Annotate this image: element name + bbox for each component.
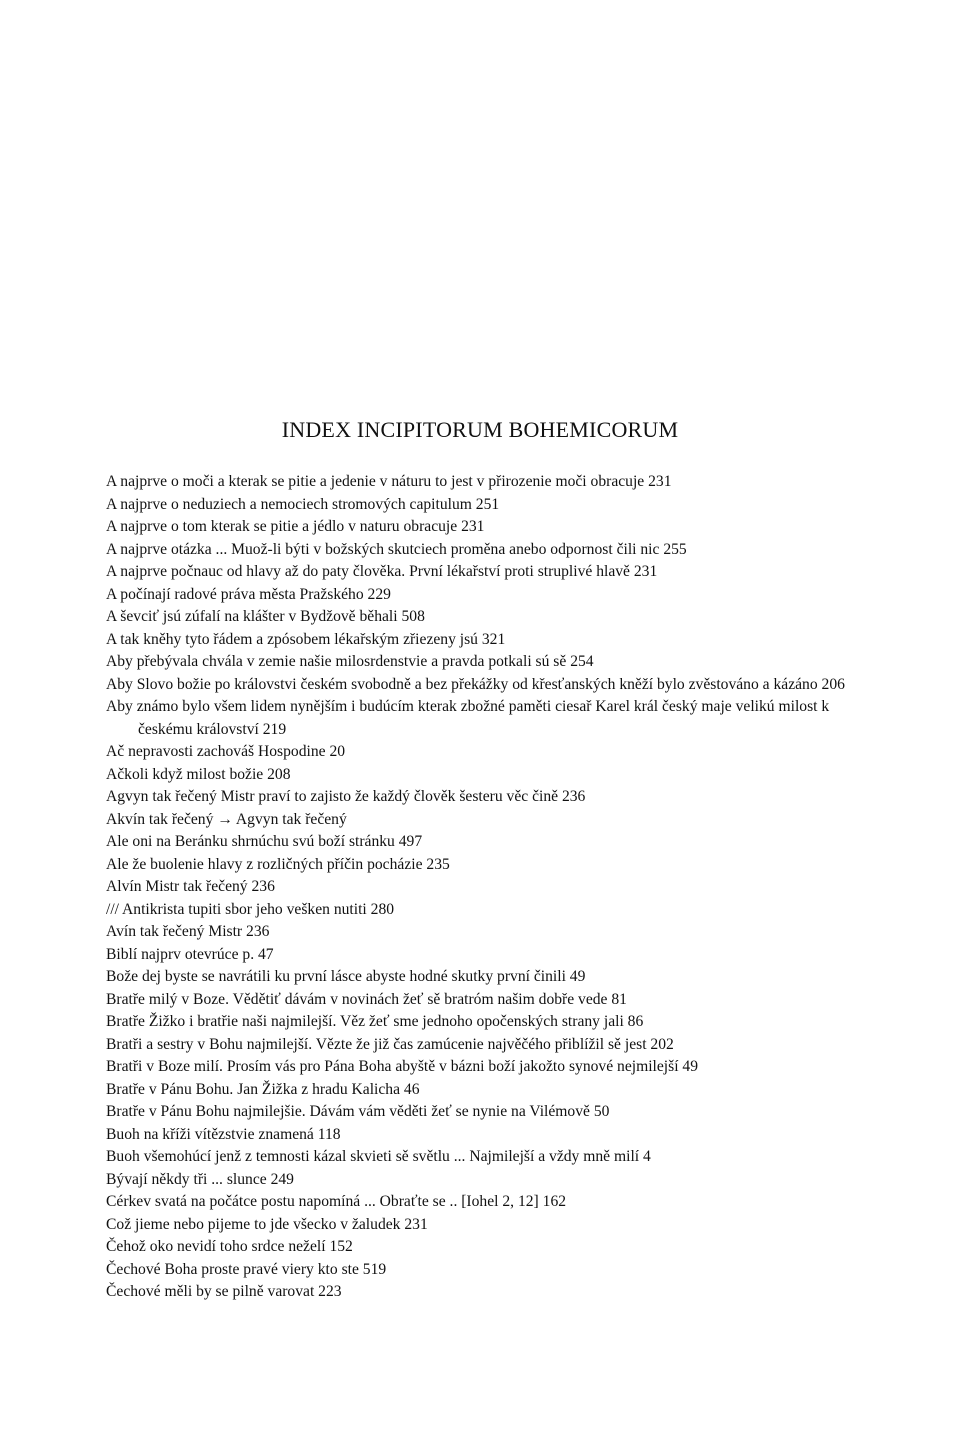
list-item: /// Antikrista tupiti sbor jeho vešken nutiti 280	[106, 900, 395, 918]
list-item: Bratře Žižko i bratřie naši najmilejší. Věz žeť sme jednoho opočenských strany jali 86	[106, 1013, 644, 1030]
list-item: Čechové měli by se pilně varovat 223	[106, 1283, 342, 1300]
list-item: Cérkev svatá na počátce postu napomíná ... Obraťte se .. [Iohel 2, 12] 162	[106, 1193, 567, 1210]
list-item: A počínají radové práva města Pražského 229	[106, 585, 391, 603]
list-item: Bože dej byste se navrátili ku první lásce abyste hodné skutky první činili 49	[106, 968, 586, 985]
list-item: Bývají někdy tři ... slunce 249	[106, 1170, 294, 1188]
list-item: Biblí najprv otevrúce p. 47	[106, 945, 274, 963]
list-item: Ale oni na Beránku shrnúchu svú boží stránku 497	[106, 833, 423, 850]
list-item: Aby přebývala chvála v zemie našie milosrdenstvie a pravda potkali sú sě 254	[106, 653, 594, 670]
list-item: Ač nepravosti zachováš Hospodine 20	[106, 743, 346, 760]
list-item: Alvín Mistr tak řečený 236	[106, 878, 275, 895]
list-item: A najprve o neduziech a nemociech stromových capitulum 251	[106, 495, 500, 513]
list-item: Avín tak řečený Mistr 236	[106, 923, 270, 940]
list-item: Agvyn tak řečený Mistr praví to zajisto že každý člověk šesteru věc čině 236	[106, 788, 586, 805]
page-title: INDEX INCIPITORUM BOHEMICORUM	[281, 417, 679, 442]
incipit-list	[106, 471, 866, 1304]
list-item: Aby známo bylo všem lidem nynějším i budúcím kterak zbožné paměti ciesař Karel král český maje velikú milost k českému království 219	[106, 698, 830, 738]
list-item: Čehož oko nevidí toho srdce neželí 152	[106, 1238, 353, 1255]
list-item: Aby Slovo božie po královstvi českém svobodně a bez překážky od křesťanských kněží bylo zvěstováno a kázáno 206	[106, 675, 845, 693]
list-item: Čechové Boha proste pravé viery kto ste 519	[106, 1260, 387, 1278]
list-item: Bratři v Boze milí. Prosím vás pro Pána Boha abyště v bázni boží jakožto synové nejmilejší 49	[106, 1058, 699, 1075]
list-item: Což jieme nebo pijeme to jde všecko v žaludek 231	[106, 1215, 428, 1233]
list-item: Bratři a sestry v Bohu najmilejší. Vězte že již čas zamúcenie najvěčého přiblížil sě jest 202	[106, 1035, 674, 1053]
list-item: Ale že buolenie hlavy z rozličných příčin pocházie 235	[106, 855, 450, 873]
list-item: A najprve počnauc od hlavy až do paty člověka. První lékařství proti struplivé hlavě 231	[106, 563, 658, 580]
list-item: Buoh na kříži vítězstvie znamená 118	[106, 1125, 341, 1143]
list-item: Bratře v Pánu Bohu. Jan Žižka z hradu Kalicha 46	[106, 1080, 420, 1098]
list-item: Ačkoli když milost božie 208	[106, 765, 291, 783]
list-item: A tak kněhy tyto řádem a zpósobem lékařským zřiezeny jsú 321	[106, 630, 506, 648]
list-item: A najprve o moči a kterak se pitie a jedenie v náturu to jest v přirozenie moči obracuje 231	[106, 473, 672, 490]
list-item: Akvín tak řečený → Agvyn tak řečený	[106, 810, 347, 828]
list-item: A ševciť jsú zúfalí na klášter v Bydžově běhali 508	[106, 608, 425, 625]
list-item: Buoh všemohúcí jenž z temnosti kázal skvieti sě světlu ... Najmilejší a vždy mně milí 4	[106, 1148, 651, 1165]
list-item: A najprve otázka ... Muož-li býti v božských skutciech proměna anebo odpornost čili nic 255	[106, 540, 687, 558]
list-item: Bratře v Pánu Bohu najmilejšie. Dávám vám věděti žeť se nynie na Vilémově 50	[106, 1103, 610, 1120]
list-item: A najprve o tom kterak se pitie a jédlo v naturu obracuje 231	[106, 518, 485, 535]
list-item: Bratře milý v Boze. Vědětiť dávám v novinách žeť sě bratróm našim dobře vede 81	[106, 990, 627, 1008]
